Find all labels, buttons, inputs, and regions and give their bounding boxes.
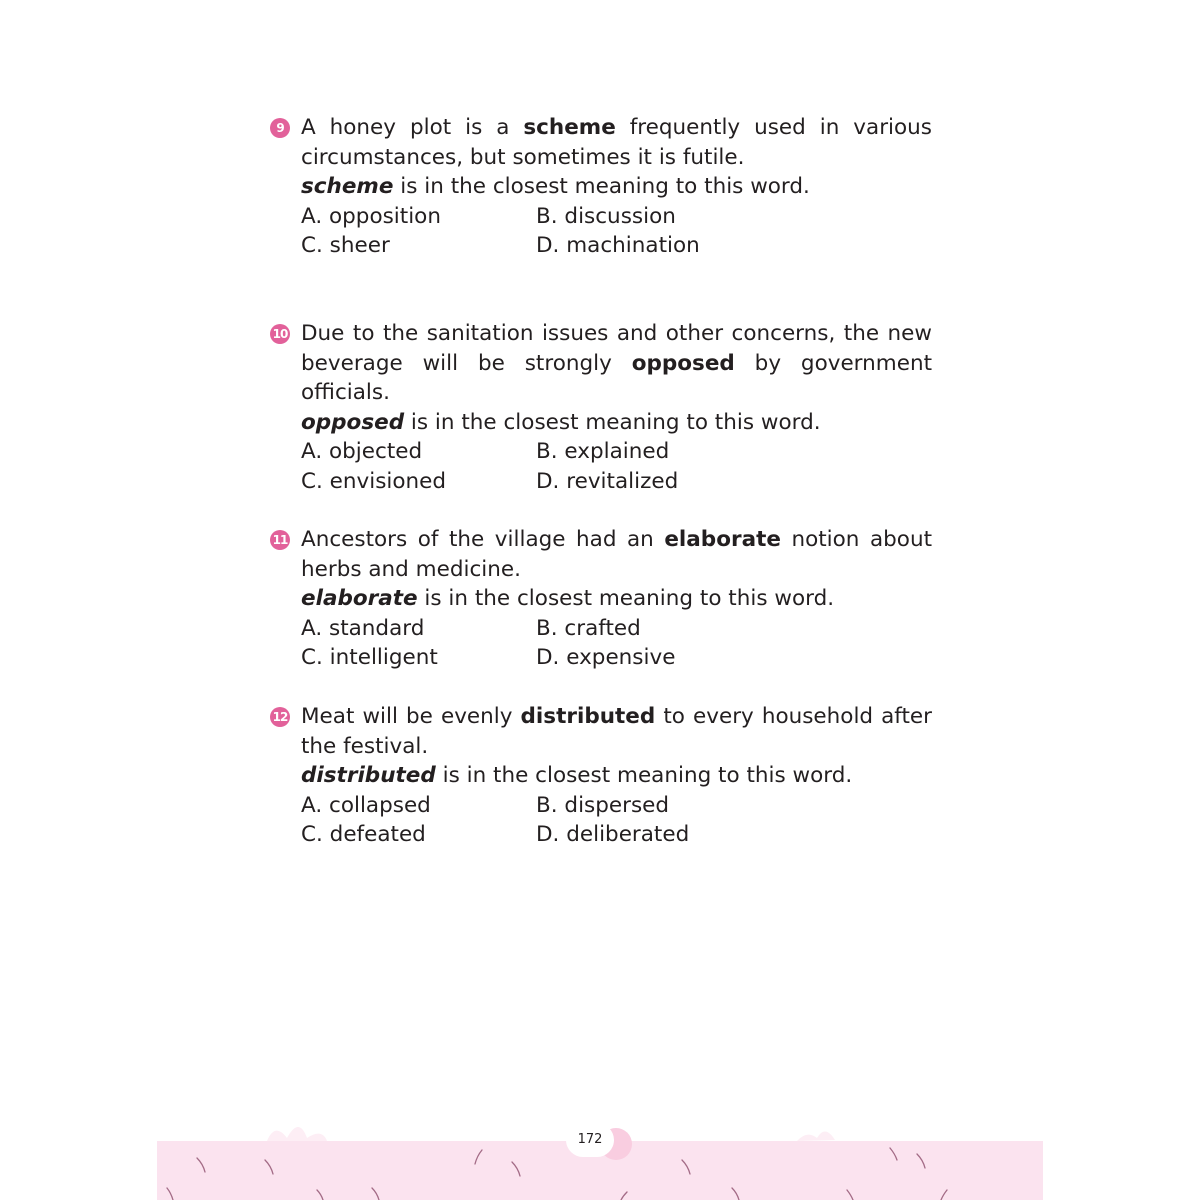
option-c[interactable]: C. defeated [301, 822, 426, 847]
question-prompt [301, 584, 932, 614]
prompt-text: is in the closest meaning to this word. [393, 174, 810, 199]
answer-options [301, 791, 932, 850]
question-text-after: notion about herbs and medicine. [301, 527, 932, 582]
option-d[interactable]: D. revitalized [536, 468, 679, 494]
question-number-badge: 11 [270, 530, 290, 550]
prompt-keyword: elaborate [301, 586, 418, 611]
option-c[interactable]: C. sheer [301, 233, 390, 258]
question-keyword: distributed [520, 704, 656, 729]
question-number-badge: 10 [270, 324, 290, 344]
page-number: 172 [566, 1123, 614, 1157]
prompt-text: is in the closest meaning to this word. [404, 409, 821, 435]
question-12 [270, 702, 932, 850]
option-d[interactable]: D. deliberated [536, 822, 690, 847]
option-b[interactable]: B. dispersed [536, 792, 670, 818]
option-a[interactable]: A. objected [301, 439, 423, 464]
option-b[interactable]: B. discussion [536, 203, 676, 229]
answer-options [301, 202, 932, 261]
option-b[interactable]: B. crafted [536, 615, 641, 641]
question-text [301, 525, 932, 584]
prompt-keyword: scheme [301, 174, 394, 199]
question-text [301, 319, 932, 408]
prompt-keyword: opposed [301, 409, 405, 435]
question-text-before: Ancestors of the village had an [301, 527, 665, 552]
option-c[interactable]: C. intelligent [301, 645, 438, 670]
question-9 [270, 113, 932, 261]
question-text-after: frequently used in various circumstances, but sometimes it is futile. [301, 115, 932, 170]
option-c[interactable]: C. envisioned [301, 468, 447, 494]
leaf-decoration [267, 1127, 327, 1141]
question-prompt [301, 408, 932, 438]
leaf-decoration [797, 1131, 835, 1141]
option-d[interactable]: D. expensive [536, 645, 676, 670]
question-number-badge: 12 [270, 707, 290, 727]
question-body [301, 113, 932, 261]
question-text-after: to every household after the festival. [301, 704, 932, 759]
question-keyword: opposed [631, 350, 735, 376]
option-b[interactable]: B. explained [536, 439, 670, 464]
question-text-before: Meat will be evenly [301, 704, 521, 729]
option-a[interactable]: A. standard [301, 615, 425, 641]
answer-options [301, 437, 932, 496]
option-a[interactable]: A. opposition [301, 203, 441, 229]
question-body [301, 319, 932, 496]
question-keyword: scheme [523, 115, 616, 140]
question-number-badge: 9 [270, 118, 290, 138]
prompt-text: is in the closest meaning to this word. [417, 586, 835, 611]
question-11 [270, 525, 932, 673]
question-text [301, 113, 932, 172]
question-body [301, 525, 932, 673]
question-10 [270, 319, 932, 496]
question-prompt [301, 761, 932, 791]
question-body [301, 702, 932, 850]
option-d[interactable]: D. machination [536, 233, 700, 258]
question-prompt [301, 172, 932, 202]
seed-strokes [167, 1148, 947, 1200]
question-text-before: Due to the sanitation issues and other concerns, the new beverage will be strongly [301, 321, 932, 376]
prompt-keyword: distributed [301, 763, 436, 788]
question-text [301, 702, 932, 761]
answer-options [301, 614, 932, 673]
question-keyword: elaborate [664, 527, 781, 552]
question-text-after: by government officials. [301, 350, 932, 405]
option-a[interactable]: A. collapsed [301, 792, 431, 818]
question-text-before: A honey plot is a [301, 115, 524, 140]
prompt-text: is in the closest meaning to this word. [435, 763, 853, 788]
